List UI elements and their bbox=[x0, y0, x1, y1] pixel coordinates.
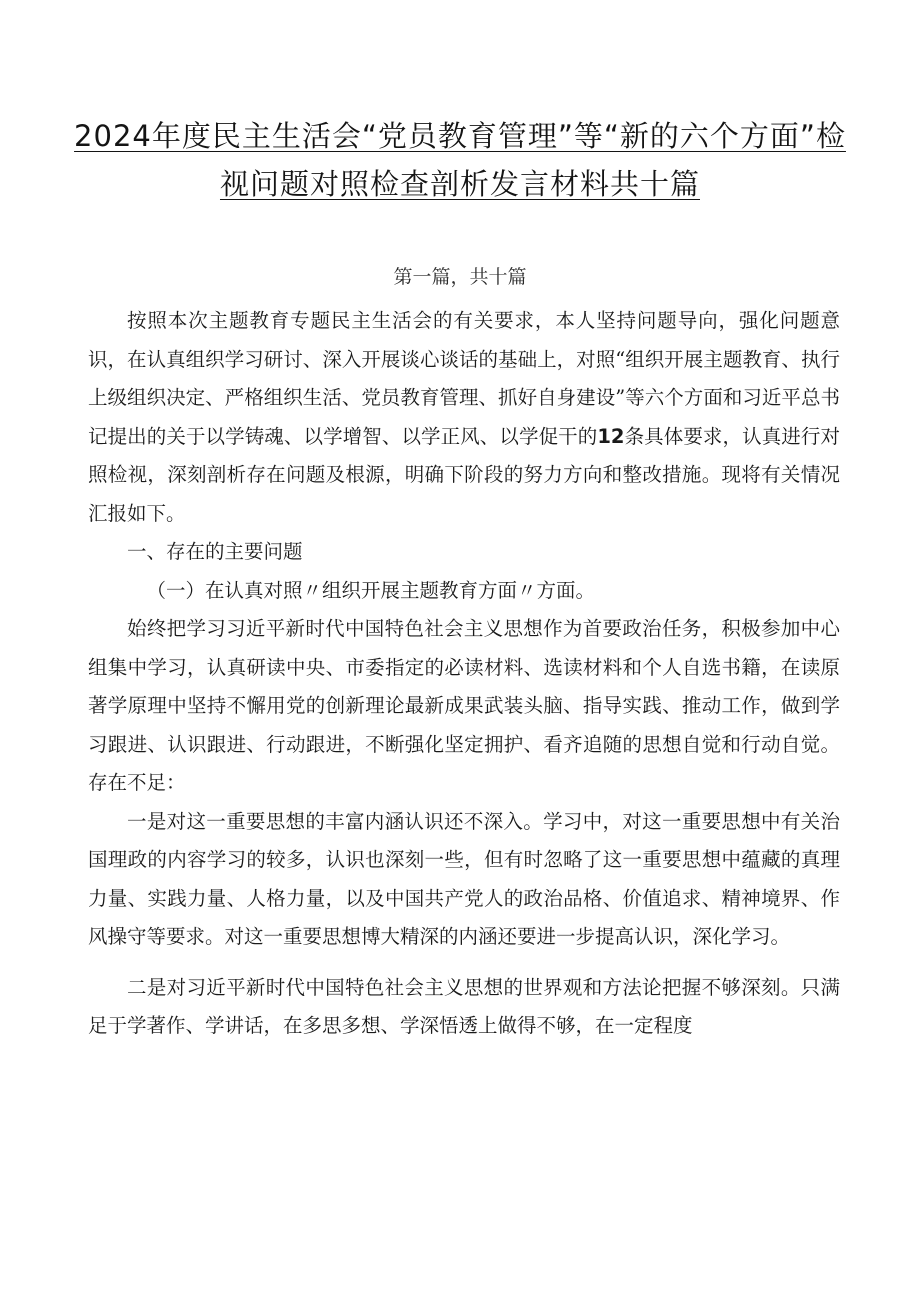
paragraph-issue-1: 一是对这一重要思想的丰富内涵认识还不深入。学习中，对这一重要思想中有关治国理政的内容学习的较多，认识也深刻一些，但有时忽略了这一重要思想中蕴藏的真理力量、实践力量、人格力量，以及中国共产党人的政治品格、价值追求、精神境界、作风操守等要求。对这一重要思想博大精深的内涵还要进一步提高认识，深化学习。 bbox=[88, 809, 840, 948]
intro-text-part-2: 条具体要求，认真进行对照检视，深刻剖析存在问题及根源，明确下阶段的努力方向和整改措施。现将有关情况汇报如下。 bbox=[88, 424, 840, 525]
document-body bbox=[88, 302, 840, 1046]
heading-main-problems: 一、存在的主要问题 bbox=[127, 540, 303, 563]
heading-subsection-1: （一）在认真对照〃组织开展主题教育方面〃方面。 bbox=[146, 578, 596, 602]
paragraph-study: 始终把学习习近平新时代中国特色社会主义思想作为首要政治任务，积极参加中心组集中学习，认真研读中央、市委指定的必读材料、选读材料和个人自选书籍，在读原著学原理中坚持不懈用党的创新理论最新成果武装头脑、指导实践、推动工作，做到学习跟进、认识跟进、行动跟进，不断强化坚定拥护、看齐追随的思想自觉和行动自觉。存在不足： bbox=[88, 617, 840, 794]
intro-text-part-1: 按照本次主题教育专题民主生活会的有关要求，本人坚持问题导向，强化问题意识，在认真组织学习研讨、深入开展谈心谈话的基础上，对照“组织开展主题教育、执行上级组织决定、严格组织生活、党员教育管理、抓好自身建设”等六个方面和习近平总书记提出的关于以学铸魂、以学增智、以学正风、以学促干的 bbox=[88, 309, 840, 448]
paragraph-issue-2: 二是对习近平新时代中国特色社会主义思想的世界观和方法论把握不够深刻。只满足于学著作、学讲话，在多思多想、学深悟透上做得不够，在一定程度 bbox=[88, 975, 840, 1037]
document-title: 2024年度民主生活会“党员教育管理”等“新的六个方面”检视问题对照检查剖析发言材料共十篇 bbox=[74, 119, 846, 201]
paragraph-intro bbox=[88, 302, 840, 533]
section-heading: 第一篇，共十篇 bbox=[393, 266, 527, 288]
requirement-count: 12 bbox=[597, 424, 625, 448]
